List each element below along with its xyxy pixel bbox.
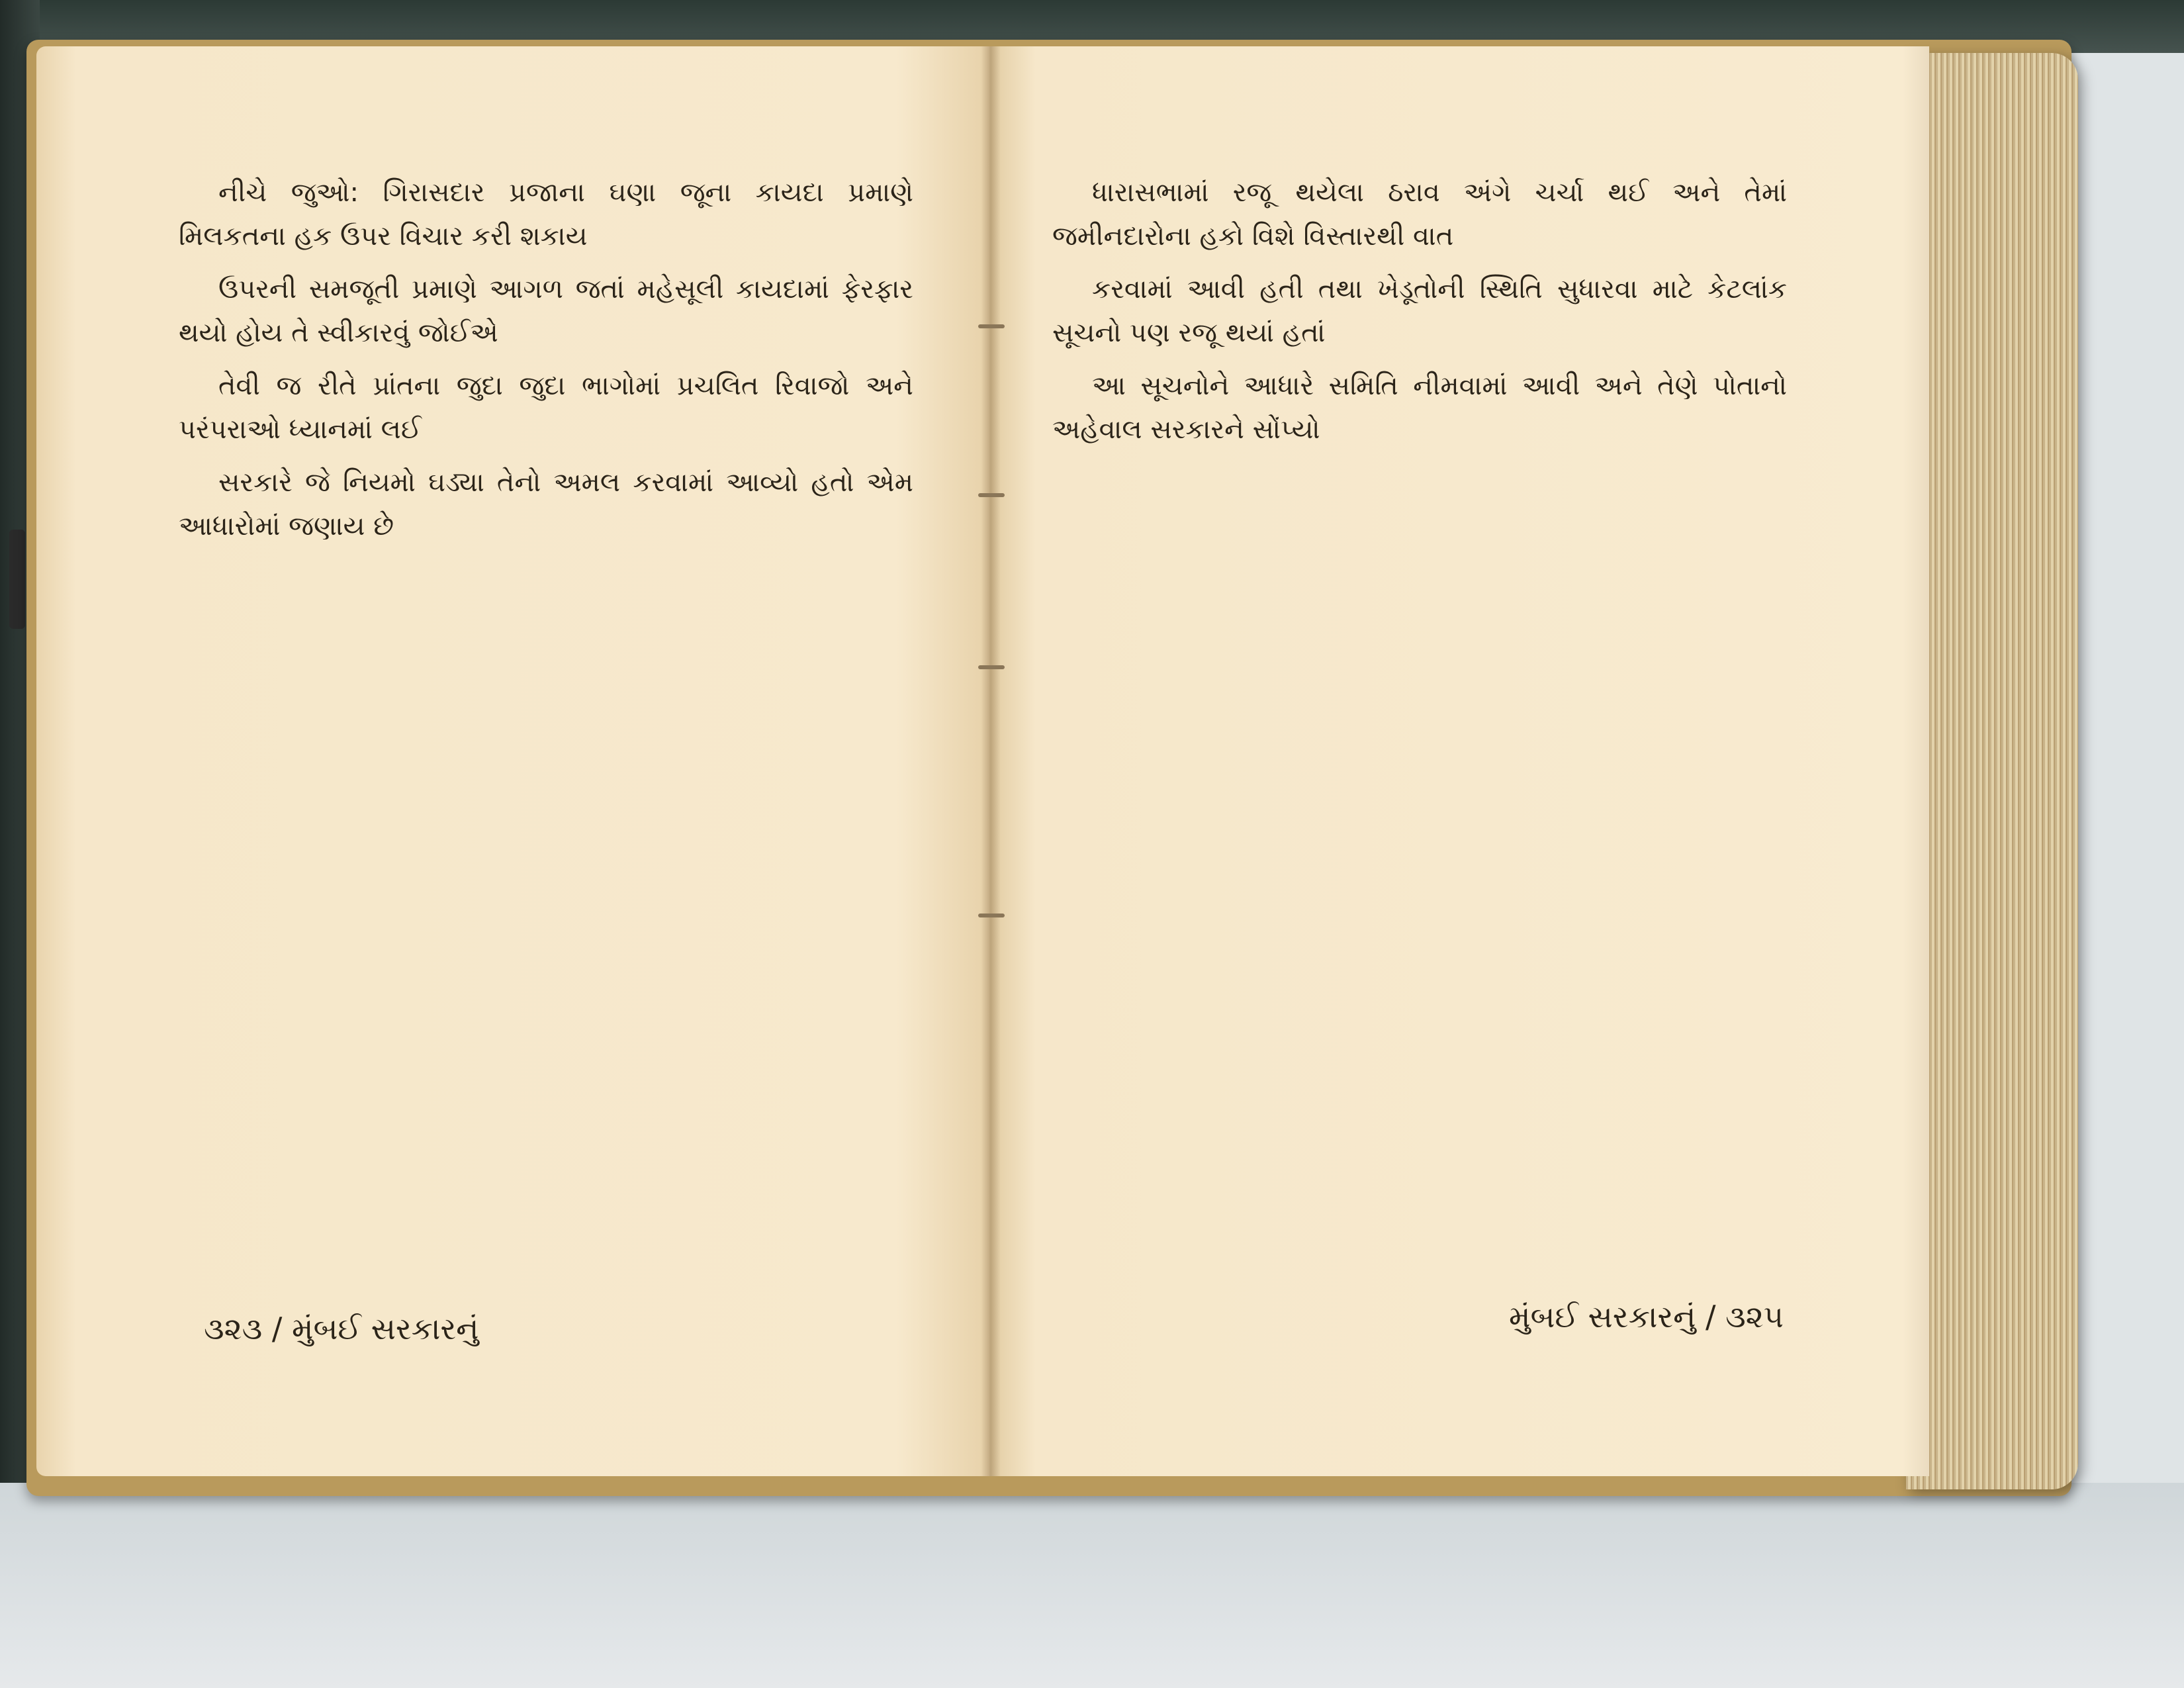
right-paragraph: આ સૂચનોને આધારે સમિતિ નીમવામાં આવી અને તેણે પોતાનો અહેવાલ સરકારને સોંપ્યો — [1052, 371, 1787, 445]
page-block-edge — [1906, 53, 2078, 1489]
left-paragraph: નીચે જુઓ: ગિરાસદાર પ્રજાના ઘણા જૂના કાયદા પ્રમાણે મિલકતના હક ઉપર વિચાર કરી શકાય — [179, 177, 913, 252]
binding-stitch — [978, 324, 1005, 328]
binder-clip — [9, 530, 25, 629]
binding-stitch — [978, 665, 1005, 669]
left-page-number: ૩૨૩ / મુંબઈ સરકારનું — [204, 1311, 479, 1346]
left-page-text — [179, 171, 913, 557]
background-surface — [0, 1483, 2184, 1688]
right-paragraph: ધારાસભામાં રજૂ થયેલા ઠરાવ અંગે ચર્ચા થઈ અને તેમાં જમીનદારોના હકો વિશે વિસ્તારથી વાત — [1052, 177, 1787, 252]
binding-stitch — [978, 493, 1005, 497]
left-paragraph: સરકારે જે નિયમો ઘડ્યા તેનો અમલ કરવામાં આવ્યો હતો એમ આધારોમાં જણાય છે — [179, 467, 913, 541]
binding-stitch — [978, 914, 1005, 917]
book-gutter — [981, 46, 1001, 1476]
right-page-number: મુંબઈ સરકારનું / ૩૨૫ — [1509, 1299, 1784, 1335]
right-page-text — [1052, 171, 1787, 461]
right-paragraph: કરવામાં આવી હતી તથા ખેડૂતોની સ્થિતિ સુધારવા માટે કેટલાંક સૂચનો પણ રજૂ થયાં હતાં — [1052, 274, 1787, 348]
left-paragraph: ઉપરની સમજૂતી પ્રમાણે આગળ જતાં મહેસૂલી કાયદામાં ફેરફાર થયો હોય તે સ્વીકારવું જોઈએ — [179, 274, 913, 348]
left-paragraph: તેવી જ રીતે પ્રાંતના જુદા જુદા ભાગોમાં પ્રચલિત રિવાજો અને પરંપરાઓ ધ્યાનમાં લઈ — [179, 371, 913, 445]
